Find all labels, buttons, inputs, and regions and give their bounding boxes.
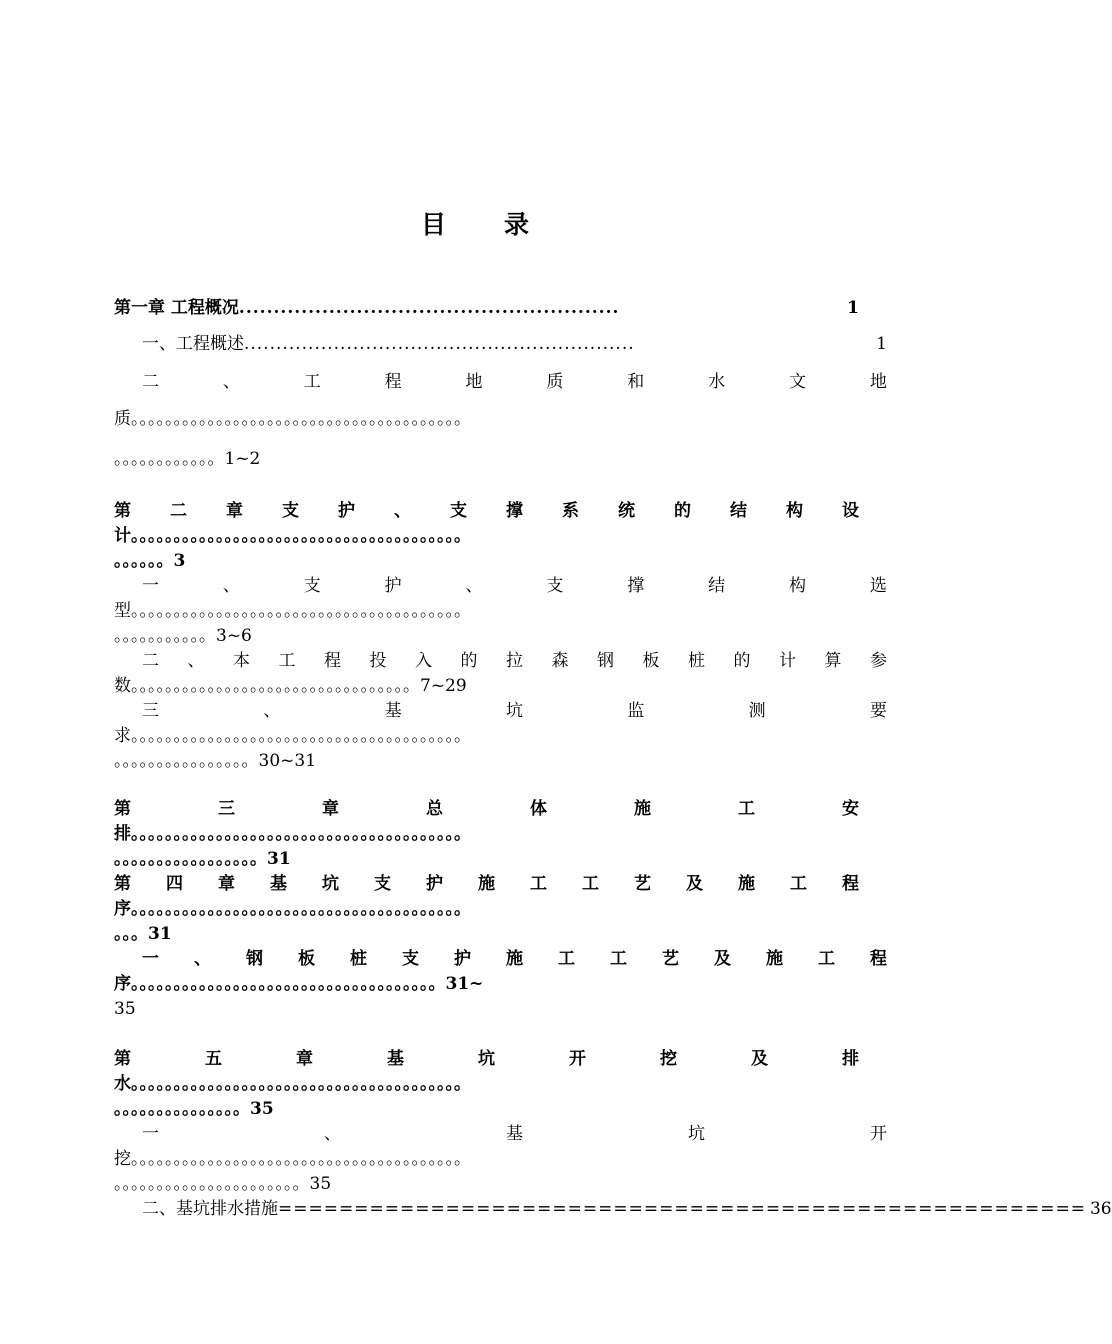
toc-char: 第 — [114, 799, 131, 819]
toc-title-char-1: 目 — [420, 210, 446, 239]
toc-char: 排 — [842, 1049, 859, 1069]
toc-char: 第 — [114, 1049, 131, 1069]
toc-char: 钢 — [246, 949, 263, 969]
toc-line[interactable] — [114, 333, 887, 355]
toc-char: 总 — [426, 799, 443, 819]
toc-char: 、 — [394, 501, 411, 521]
toc-leader: ............................................................. — [244, 334, 635, 354]
toc-line[interactable] — [114, 1123, 887, 1145]
toc-line[interactable] — [114, 575, 887, 597]
toc-line-text[interactable]: 求。。。。。。。。。。。。。。。。。。。。。。。。。。。。。。。。。。。。。。。 — [114, 726, 471, 746]
toc-char: 桩 — [688, 651, 705, 671]
toc-title — [0, 205, 950, 241]
toc-char: 质 — [546, 372, 564, 392]
toc-char: 系 — [562, 501, 579, 521]
toc-char: 基 — [384, 701, 402, 721]
toc-char: 安 — [842, 799, 859, 819]
toc-char: 及 — [751, 1049, 768, 1069]
toc-line[interactable] — [114, 500, 859, 522]
toc-line-text[interactable]: 。。。。。。3 — [114, 551, 186, 571]
toc-char: 基 — [506, 1124, 523, 1144]
toc-char: 施 — [506, 949, 523, 969]
toc-char: 、 — [194, 949, 211, 969]
toc-char: 第 — [114, 501, 131, 521]
toc-char: 支 — [303, 576, 321, 596]
toc-char: 坑 — [322, 874, 339, 894]
toc-line[interactable] — [114, 371, 887, 393]
toc-title-char-2: 录 — [504, 210, 530, 239]
toc-char: 统 — [618, 501, 635, 521]
toc-char: 参 — [870, 651, 887, 671]
toc-line-text[interactable]: 挖。。。。。。。。。。。。。。。。。。。。。。。。。。。。。。。。。。。。。。。 — [114, 1149, 471, 1169]
toc-leader: ===================================================== — [278, 1199, 1086, 1219]
toc-char: 一 — [142, 949, 159, 969]
toc-char: 拉 — [506, 651, 523, 671]
toc-char: 森 — [551, 651, 569, 671]
toc-char: 钢 — [597, 651, 614, 671]
toc-char: 选 — [869, 576, 887, 596]
toc-char: 坑 — [478, 1049, 495, 1069]
toc-line-text[interactable]: 型。。。。。。。。。。。。。。。。。。。。。。。。。。。。。。。。。。。。。。。 — [114, 601, 471, 621]
toc-char: 二 — [142, 372, 159, 392]
toc-char: 护 — [384, 576, 402, 596]
toc-char: 五 — [205, 1049, 222, 1069]
toc-page-number: 1 — [847, 298, 859, 318]
toc-char: 施 — [738, 874, 755, 894]
toc-line-text[interactable]: 序。。。。。。。。。。。。。。。。。。。。。。。。。。。。。。。。。。。。。。。 — [114, 899, 471, 919]
toc-char: 艺 — [634, 874, 651, 894]
toc-char: 章 — [226, 501, 243, 521]
toc-char: 支 — [402, 949, 419, 969]
toc-char: 施 — [766, 949, 783, 969]
toc-entry-title: 第一章 工程概况 — [114, 298, 239, 318]
toc-char: 体 — [530, 799, 547, 819]
toc-char: 的 — [733, 651, 751, 671]
toc-char: 的 — [460, 651, 478, 671]
toc-char: 三 — [218, 799, 235, 819]
toc-char: 板 — [642, 651, 660, 671]
toc-entry-title: 一、工程概述 — [142, 334, 244, 354]
toc-char: 工 — [738, 799, 755, 819]
toc-char: 的 — [674, 501, 691, 521]
toc-char: 支 — [450, 501, 467, 521]
toc-char: 工 — [582, 874, 599, 894]
toc-char: 算 — [824, 651, 842, 671]
toc-char: 坑 — [505, 701, 523, 721]
toc-char: 基 — [270, 874, 287, 894]
toc-leader: ....................................................... — [238, 298, 620, 318]
toc-line-text[interactable]: 。。。。。。。。。。。。1~2 — [114, 449, 261, 469]
toc-char: 水 — [708, 372, 726, 392]
toc-char: 程 — [384, 372, 402, 392]
toc-char: 一 — [142, 1124, 159, 1144]
toc-char: 护 — [426, 874, 443, 894]
toc-char: 开 — [569, 1049, 586, 1069]
toc-char: 入 — [415, 651, 432, 671]
toc-line-text[interactable]: 质。。。。。。。。。。。。。。。。。。。。。。。。。。。。。。。。。。。。。。。 — [114, 409, 471, 429]
toc-char: 章 — [218, 874, 235, 894]
toc-line-text[interactable]: 水。。。。。。。。。。。。。。。。。。。。。。。。。。。。。。。。。。。。。。。 — [114, 1074, 471, 1094]
toc-char: 工 — [818, 949, 835, 969]
toc-char: 三 — [142, 701, 159, 721]
toc-line[interactable] — [114, 1048, 859, 1070]
toc-line-text[interactable]: 排。。。。。。。。。。。。。。。。。。。。。。。。。。。。。。。。。。。。。。。 — [114, 824, 471, 844]
toc-char: 一 — [142, 576, 159, 596]
toc-char: 本 — [233, 651, 250, 671]
toc-char: 工 — [558, 949, 575, 969]
toc-char: 支 — [546, 576, 564, 596]
toc-char: 、 — [187, 651, 205, 671]
toc-line-text[interactable]: 35 — [114, 999, 136, 1019]
toc-char: 计 — [779, 651, 796, 671]
toc-char: 开 — [870, 1124, 887, 1144]
toc-char: 构 — [789, 576, 806, 596]
toc-char: 护 — [454, 949, 471, 969]
toc-line-text[interactable]: 。。。。。。。。。。。。。。。。。。。。。。35 — [114, 1174, 332, 1194]
toc-char: 监 — [627, 701, 645, 721]
toc-char: 设 — [842, 501, 859, 521]
toc-char: 艺 — [662, 949, 679, 969]
toc-line[interactable] — [114, 700, 887, 722]
toc-char: 工 — [790, 874, 807, 894]
toc-char: 和 — [627, 372, 645, 392]
toc-line-text[interactable]: 。。。。。。。。。。。。。。。。。31 — [114, 849, 291, 869]
toc-page-number: 1 — [876, 334, 887, 354]
toc-entry-title: 二、基坑排水措施 — [142, 1199, 278, 1219]
toc-char: 施 — [478, 874, 495, 894]
toc-char: 程 — [870, 949, 887, 969]
toc-line-text[interactable]: 。。。。。。。。。。。。。。。35 — [114, 1099, 274, 1119]
toc-page-number: 36 — [1089, 1199, 1112, 1219]
toc-char: 坑 — [688, 1124, 705, 1144]
toc-line[interactable] — [114, 1198, 1112, 1220]
toc-char: 工 — [303, 372, 321, 392]
toc-char: 结 — [730, 501, 747, 521]
toc-char: 工 — [530, 874, 547, 894]
toc-char: 第 — [114, 874, 131, 894]
toc-char: 构 — [786, 501, 803, 521]
toc-char: 结 — [708, 576, 726, 596]
toc-line[interactable] — [114, 650, 887, 672]
toc-char: 地 — [869, 372, 887, 392]
toc-line-text[interactable]: 计。。。。。。。。。。。。。。。。。。。。。。。。。。。。。。。。。。。。。。。 — [114, 526, 471, 546]
toc-char: 二 — [170, 501, 187, 521]
toc-line[interactable] — [114, 297, 859, 319]
toc-char: 、 — [465, 576, 483, 596]
toc-char: 、 — [263, 701, 281, 721]
toc-char: 、 — [222, 576, 240, 596]
toc-line-text[interactable]: 。。。。。。。。。。。。。。。。30~31 — [114, 751, 317, 771]
toc-char: 二 — [142, 651, 159, 671]
toc-char: 支 — [282, 501, 299, 521]
toc-line-text[interactable]: 序。。。。。。。。。。。。。。。。。。。。。。。。。。。。。。。。。。。。31~ — [114, 974, 484, 994]
toc-char: 测 — [748, 701, 766, 721]
toc-char: 施 — [634, 799, 651, 819]
toc-char: 程 — [324, 651, 341, 671]
toc-char: 及 — [714, 949, 731, 969]
toc-char: 板 — [298, 949, 315, 969]
toc-char: 支 — [374, 874, 391, 894]
toc-char: 工 — [278, 651, 296, 671]
toc-line[interactable] — [114, 798, 859, 820]
toc-line[interactable] — [114, 873, 859, 895]
toc-char: 四 — [166, 874, 183, 894]
toc-char: 、 — [324, 1124, 341, 1144]
toc-char: 桩 — [350, 949, 367, 969]
toc-char: 章 — [322, 799, 339, 819]
toc-char: 投 — [369, 651, 387, 671]
toc-char: 撑 — [506, 501, 523, 521]
toc-line-text[interactable]: 数。。。。。。。。。。。。。。。。。。。。。。。。。。。。。。。。。7~29 — [114, 676, 467, 696]
toc-char: 章 — [296, 1049, 313, 1069]
toc-char: 程 — [842, 874, 859, 894]
toc-char: 基 — [387, 1049, 404, 1069]
toc-char: 及 — [686, 874, 703, 894]
toc-char: 护 — [338, 501, 355, 521]
toc-line[interactable] — [114, 948, 887, 970]
toc-char: 要 — [869, 701, 887, 721]
toc-char: 地 — [465, 372, 483, 392]
toc-line-text[interactable]: 。。。。。。。。。。。3~6 — [114, 626, 252, 646]
toc-char: 工 — [610, 949, 627, 969]
toc-char: 文 — [789, 372, 806, 392]
toc-char: 、 — [222, 372, 240, 392]
toc-char: 撑 — [627, 576, 645, 596]
toc-char: 挖 — [660, 1049, 677, 1069]
toc-line-text[interactable]: 。。。31 — [114, 924, 172, 944]
